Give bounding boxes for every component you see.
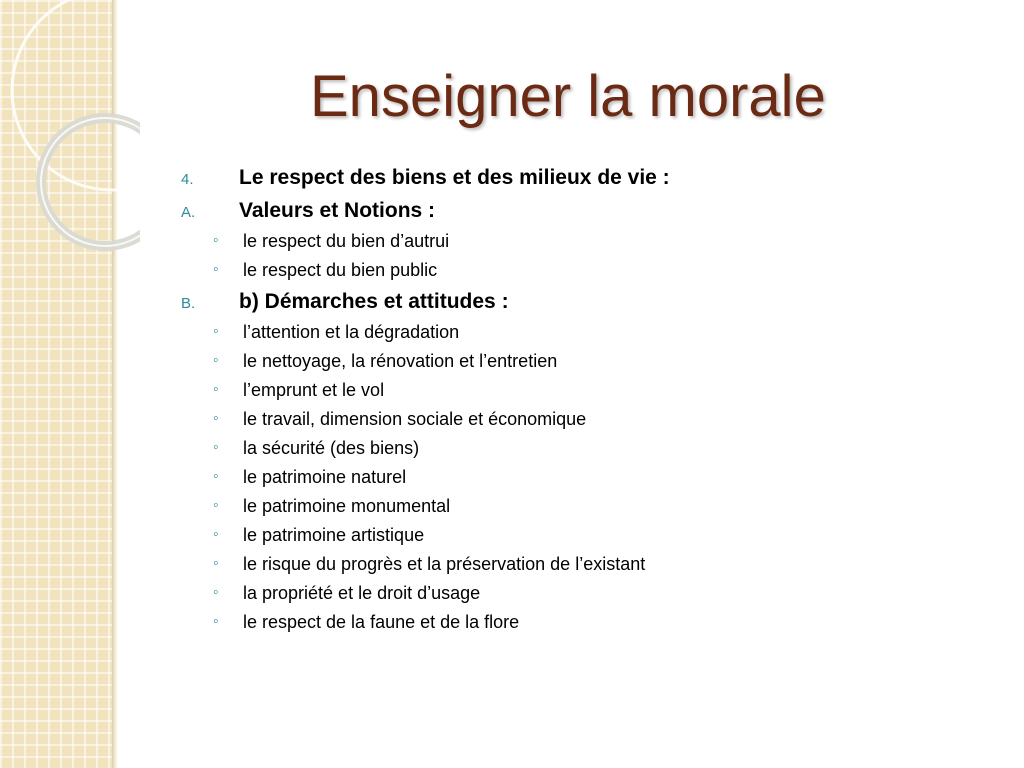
slide-title: Enseigner la morale bbox=[310, 64, 826, 129]
list-item-text: la sécurité (des biens) bbox=[243, 438, 420, 458]
bullet-icon: ◦ bbox=[213, 526, 219, 543]
bullet-icon: ◦ bbox=[213, 261, 219, 278]
bullet-icon: ◦ bbox=[213, 555, 219, 572]
bullet-icon: ◦ bbox=[213, 584, 219, 601]
section-a-text: Valeurs et Notions : bbox=[239, 199, 436, 222]
section-a-marker: A. bbox=[181, 204, 196, 221]
list-item-text: la propriété et le droit d’usage bbox=[243, 583, 481, 603]
section-b-text: b) Démarches et attitudes : bbox=[239, 290, 509, 313]
list-item-text: l’attention et la dégradation bbox=[243, 322, 460, 342]
bullet-icon: ◦ bbox=[213, 232, 219, 249]
bullet-icon: ◦ bbox=[213, 352, 219, 369]
list-item-text: le patrimoine naturel bbox=[243, 467, 407, 487]
heading-number: 4. bbox=[181, 171, 194, 188]
list-item-text: le patrimoine artistique bbox=[243, 525, 425, 545]
list-item-text: le respect du bien public bbox=[243, 260, 438, 280]
bullet-icon: ◦ bbox=[213, 381, 219, 398]
list-item-text: le patrimoine monumental bbox=[243, 496, 451, 516]
list-item-text: le travail, dimension sociale et économique bbox=[243, 409, 587, 429]
heading-text: Le respect des biens et des milieux de vie : bbox=[239, 166, 670, 189]
bullet-icon: ◦ bbox=[213, 468, 219, 485]
section-b-marker: B. bbox=[181, 295, 196, 312]
list-item-text: l’emprunt et le vol bbox=[243, 380, 385, 400]
bullet-icon: ◦ bbox=[213, 439, 219, 456]
bullet-icon: ◦ bbox=[213, 323, 219, 340]
list-item-text: le respect du bien d’autrui bbox=[243, 231, 450, 251]
list-item-text: le nettoyage, la rénovation et l’entretien bbox=[243, 351, 558, 371]
list-item-text: le respect de la faune et de la flore bbox=[243, 612, 520, 632]
list-item-text: le risque du progrès et la préservation de l’existant bbox=[243, 554, 646, 574]
bullet-icon: ◦ bbox=[213, 613, 219, 630]
bullet-icon: ◦ bbox=[213, 410, 219, 427]
bullet-icon: ◦ bbox=[213, 497, 219, 514]
